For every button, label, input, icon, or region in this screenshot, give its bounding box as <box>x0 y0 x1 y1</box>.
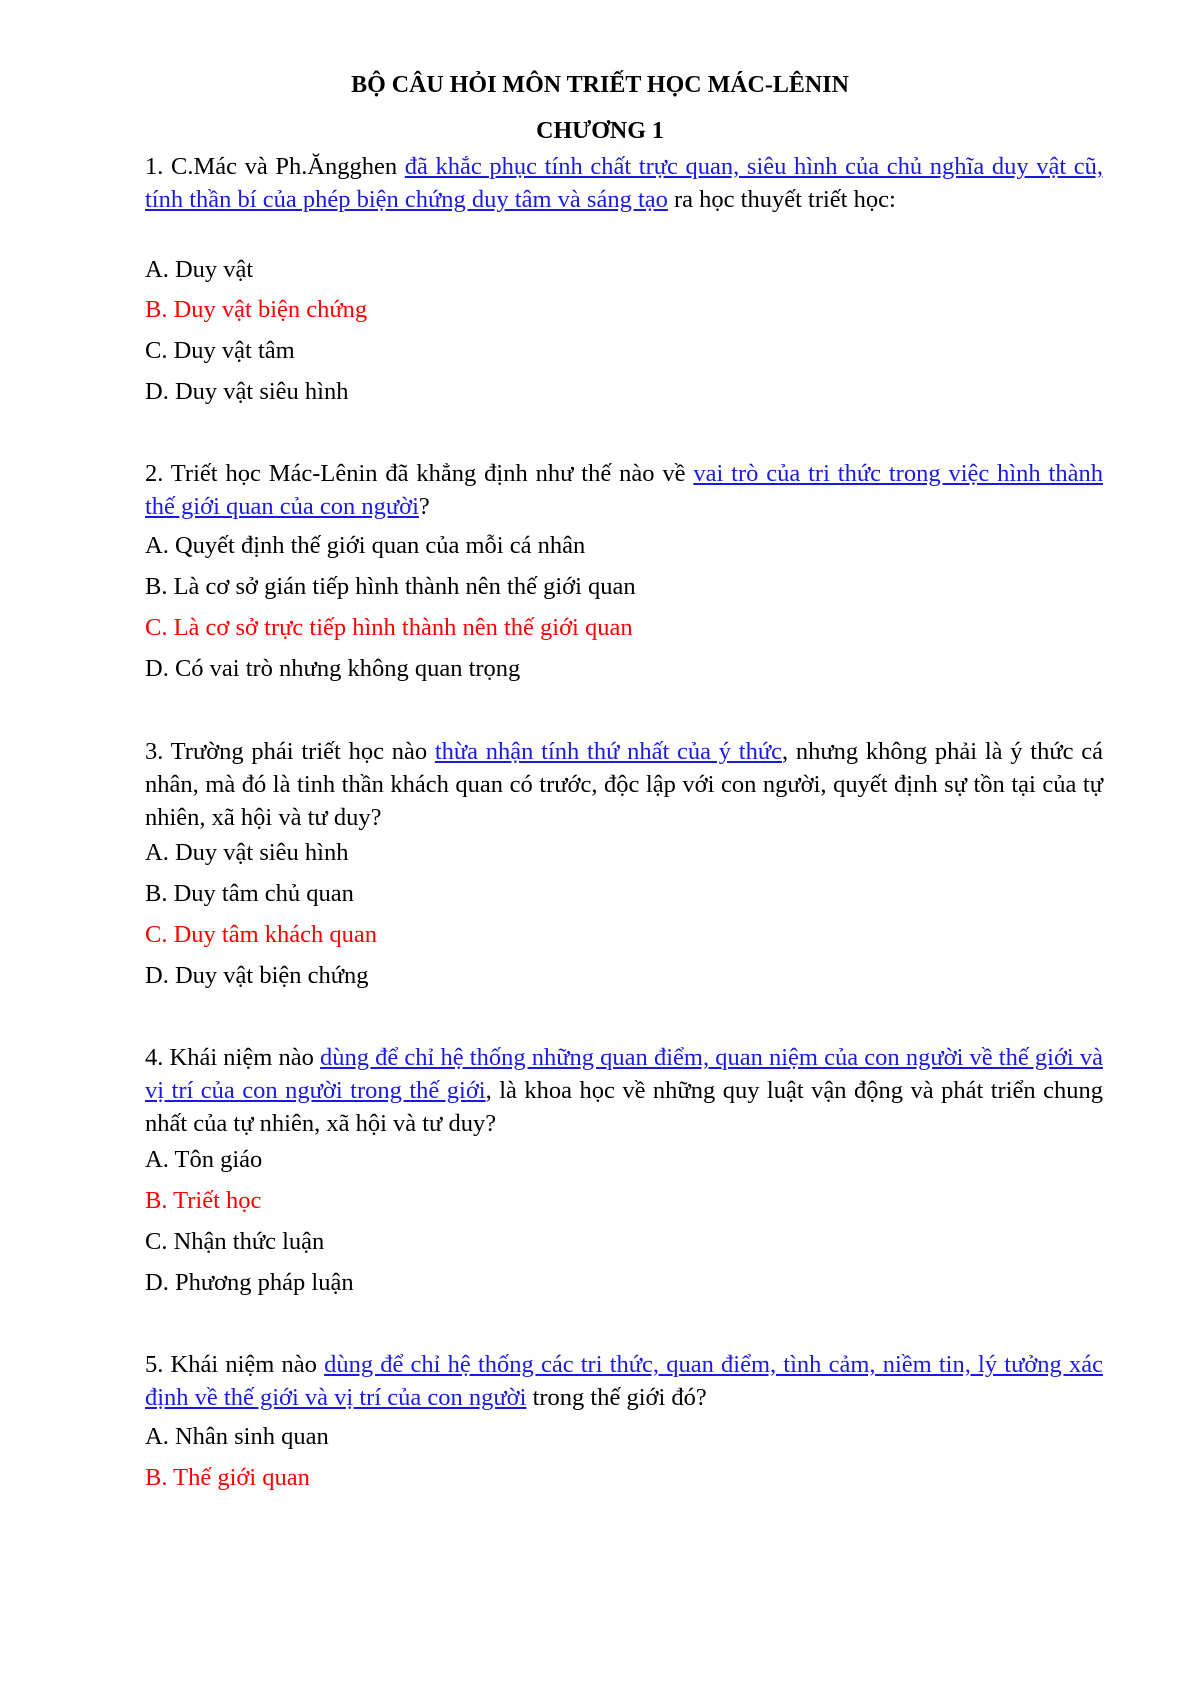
question-1-option-d: D. Duy vật siêu hình <box>145 378 349 405</box>
question-4-option-d: D. Phương pháp luận <box>145 1269 354 1296</box>
question-2-suffix: ? <box>418 493 430 520</box>
question-3-text <box>145 735 1103 834</box>
question-4-option-c: C. Nhận thức luận <box>145 1228 325 1255</box>
question-1-option-b-correct: B. Duy vật biện chứng <box>145 296 368 323</box>
question-5-prefix: 5. Khái niệm nào <box>145 1351 325 1378</box>
question-3-option-a: A. Duy vật siêu hình <box>145 839 349 866</box>
question-3-option-d: D. Duy vật biện chứng <box>145 962 369 989</box>
question-3-option-c-correct: C. Duy tâm khách quan <box>145 921 378 948</box>
question-3-highlight: thừa nhận tính thứ nhất của ý thức <box>434 738 783 765</box>
question-3-suffix: , nhưng không phải là ý thức cá nhân, mà đó là tinh thần khách quan có trước, độc lập với con người, quyết định sự tồn tại của tự nhiên, xã hội và tư duy? <box>145 738 1103 831</box>
question-1-highlight: đã khắc phục tính chất trực quan, siêu hình của chủ nghĩa duy vật cũ, tính thần bí của phép biện chứng duy tâm và sáng tạo <box>145 153 1103 213</box>
question-4-prefix: 4. Khái niệm nào <box>145 1044 320 1071</box>
question-2-text <box>145 457 1103 523</box>
question-4-text <box>145 1041 1103 1140</box>
question-1-option-c: C. Duy vật tâm <box>145 337 295 364</box>
question-4-option-a: A. Tôn giáo <box>145 1146 263 1173</box>
question-4-suffix: , là khoa học về những quy luật vận động và phát triển chung nhất của tự nhiên, xã hội và tư duy? <box>145 1077 1103 1137</box>
question-5-option-a: A. Nhân sinh quan <box>145 1423 329 1450</box>
question-2-option-b: B. Là cơ sở gián tiếp hình thành nên thế giới quan <box>145 573 636 600</box>
question-1-prefix: 1. C.Mác và Ph.Ăngghen <box>145 153 405 180</box>
question-2-option-a: A. Quyết định thế giới quan của mỗi cá nhân <box>145 532 586 559</box>
question-1-text <box>145 150 1103 216</box>
question-1-suffix: ra học thuyết triết học: <box>667 186 896 213</box>
question-2-option-c-part1: C. Là cơ sở <box>145 614 265 641</box>
question-2-option-c-emphasis: trực tiếp <box>264 614 347 641</box>
question-1-option-a: A. Duy vật <box>145 256 254 283</box>
question-2-prefix: 2. Triết học Mác-Lênin đã khẳng định như thế nào về <box>145 460 694 487</box>
document-title: BỘ CÂU HỎI MÔN TRIẾT HỌC MÁC-LÊNIN <box>351 72 849 98</box>
question-2-option-c-correct <box>145 611 633 644</box>
question-4-option-b-correct: B. Triết học <box>145 1187 262 1214</box>
question-2-option-d: D. Có vai trò nhưng không quan trọng <box>145 655 521 682</box>
question-3-prefix: 3. Trường phái triết học nào <box>145 738 435 765</box>
question-5-option-b-correct: B. Thế giới quan <box>145 1464 310 1491</box>
question-5-highlight: dùng để chỉ hệ thống các tri thức, quan điểm, tình cảm, niềm tin, lý tưởng xác định về thế giới và vị trí của con người <box>145 1351 1103 1411</box>
question-5-text <box>145 1348 1103 1414</box>
question-4-highlight: dùng để chỉ hệ thống những quan điểm, quan niệm của con người về thế giới và vị trí của con người trong thế giới <box>145 1044 1103 1104</box>
question-3-option-b: B. Duy tâm chủ quan <box>145 880 354 907</box>
question-2-option-c-part3: hình thành nên thế giới quan <box>346 614 633 641</box>
question-5-suffix: trong thế giới đó? <box>526 1384 707 1411</box>
question-2-highlight: vai trò của tri thức trong việc hình thành thế giới quan của con người <box>145 460 1103 520</box>
chapter-heading: CHƯƠNG 1 <box>536 118 664 144</box>
